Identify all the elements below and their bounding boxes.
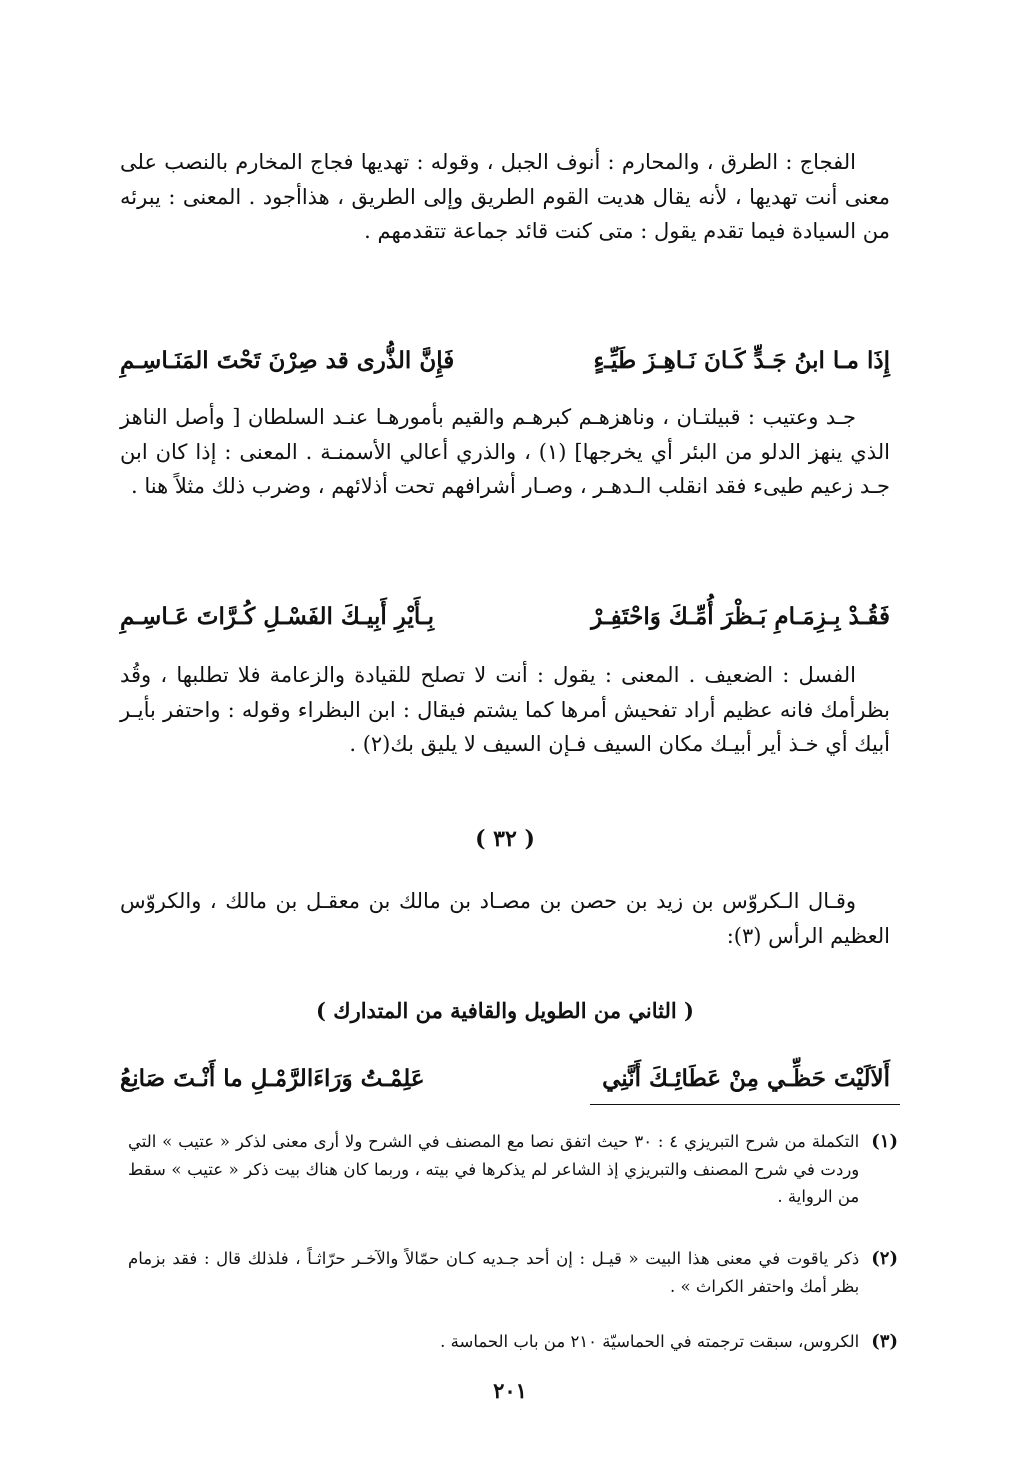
- footnote-1-text: التكملة من شرح التبريزي ٤ : ٣٠ حيث اتفق نصا مع المصنف في الشرح ولا أرى معنى لذكر « عتيب » التي وردت في شرح المصنف والتبريزي إذ الشاعر لم يذكرها في بيته ، وربما كان هناك بيت ذكر « عتيب » سقط من الرواية .: [128, 1132, 860, 1206]
- paragraph-4: وقـال الـكروّس بن زيد بن حصن بن مصـاد بن مالك بن معقـل بن مالك ، والكروّس العظيم الرأس (٣):: [120, 889, 890, 948]
- meter-note: ( الثاني من الطويل والقافية من المتدارك ): [316, 998, 694, 1023]
- verse-3: [120, 1056, 890, 1100]
- footnote-2-number: (٢): [871, 1248, 898, 1269]
- verse-2-hemistich-1: فَقُـدْ بِـزِمَـامِ بَـظْرَ أُمِّـكَ وَاحْتَفِـرْ: [591, 602, 890, 630]
- footnote-3: [128, 1328, 898, 1356]
- page-number: ٢٠١: [493, 1378, 527, 1403]
- footnote-3-number: (٣): [871, 1331, 898, 1352]
- footnote-2-text: ذكر ياقوت في معنى هذا البيت « قيـل : إن أحد جـديه كـان حمّالاً والآخـر حرّاثـاً ، فلذلك قال : فقد بزمام بظر أمك واحتفر الكراث » .: [128, 1249, 860, 1296]
- poem-number: ( ٣٢ ): [475, 826, 535, 852]
- verse-2-hemistich-2: بِـأَيْرِ أَبِيـكَ الفَسْـلِ كُـرَّاتَ عَـاسِـمِ: [120, 602, 435, 630]
- verse-1-hemistich-1: إِذَا مـا ابنُ جَـدٍّ كَـانَ نَـاهِـزَ طَيِّـءٍ: [593, 346, 890, 374]
- verse-3-hemistich-1: أَلاَلَيْتَ حَظِّـي مِنْ عَطَائِـكَ أَنَّنِي: [602, 1064, 890, 1092]
- paragraph-3: الفسل : الضعيف . المعنى : يقول : أنت لا تصلح للقيادة والزعامة فلا تطلبها ، وقُد بظرأمك فانه عظيم أراد تفحيش أمرها كما يشتم فيقال : ابن البظراء وقوله : واحتفر بأيـر أبيك أي خـذ أير أبيـك مكان السيف فـإن السيف لا يليق بك(٢) .: [120, 663, 890, 756]
- verse-3-hemistich-2: عَلِمْـتُ وَرَاءَالرَّمْـلِ ما أَنْـتَ صَانِعُ: [120, 1064, 425, 1092]
- footnote-1-number: (١): [871, 1131, 898, 1152]
- paragraph-2: جـد وعتيب : قبيلتـان ، وناهزهـم كبرهـم والقيم بأمورهـا عنـد السلطان [ وأصل الناهز الذي ينهز الدلو من البئر أي يخرجها] (١) ، والذري أعالي الأسمنـة . المعنى : إذا كان ابن جـد زعيم طيىء فقد انقلب الـدهـر ، وصـار أشرافهم تحت أذلائهم ، وضرب ذلك مثلاً هنا .: [120, 405, 890, 498]
- verse-2: [120, 594, 890, 638]
- footnote-2: [128, 1245, 898, 1300]
- verse-1: [120, 338, 890, 382]
- footnote-1: [128, 1128, 898, 1211]
- footnote-divider: [590, 1104, 900, 1105]
- verse-1-hemistich-2: فَإِنَّ الذُّرى قد صِرْنَ تَحْتَ المَنَـاسِـمِ: [120, 346, 455, 374]
- paragraph-1: الفجاج : الطرق ، والمحارم : أنوف الجبل ، وقوله : تهديها فجاج المخارم بالنصب على معنى أنت تهديها ، لأنه يقال هديت القوم الطريق وإلى الطريق ، هذاأجود . المعنى : يبرئه من السيادة فيما تقدم يقول : متى كنت قائد جماعة تتقدمهم .: [120, 150, 890, 243]
- footnote-3-text: الكروس، سبقت ترجمته في الحماسيّة ٢١٠ من باب الحماسة .: [440, 1332, 860, 1351]
